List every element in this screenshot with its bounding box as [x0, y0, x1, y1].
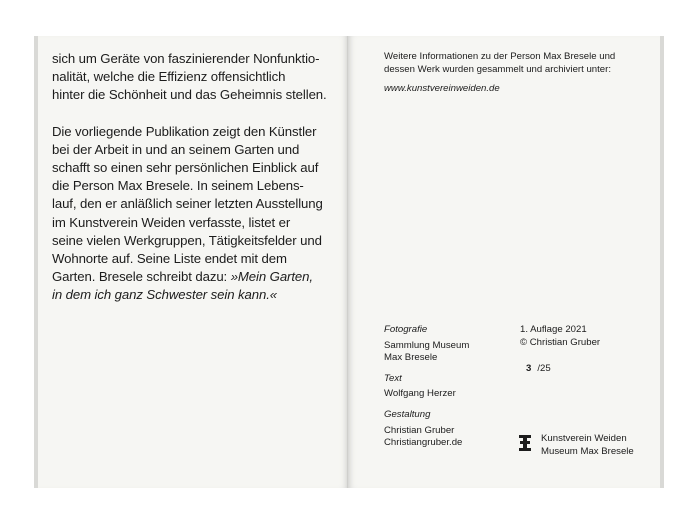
paragraph-1	[52, 50, 344, 105]
edition-line: 1. Auflage 2021	[520, 324, 587, 335]
text-line: bei der Arbeit in und an seinem Garten und	[52, 141, 300, 157]
copy-total: /25	[537, 363, 551, 374]
right-page	[348, 36, 664, 488]
copy-numbering	[526, 363, 551, 374]
page-edge-right	[660, 36, 664, 488]
institution-name: Museum Max Bresele	[541, 445, 634, 457]
photo-credit: Sammlung Museum	[384, 339, 470, 351]
paragraph-2	[52, 123, 344, 305]
copy-number: 3	[526, 363, 532, 374]
quote-end: in dem ich ganz Schwester sein kann.«	[52, 287, 278, 303]
text-segment: Garten. Bresele schreibt dazu:	[52, 269, 231, 285]
website-link[interactable]: www.kunstvereinweiden.de	[384, 83, 500, 94]
info-line: dessen Werk wurden gesammelt und archiviert unter:	[384, 63, 611, 75]
design-credit: Christian Gruber	[384, 424, 455, 436]
design-label: Gestaltung	[384, 408, 431, 420]
design-credit: Christiangruber.de	[384, 437, 463, 449]
edition-info	[520, 324, 600, 349]
book-spread	[34, 36, 664, 488]
kunstverein-logo-icon	[518, 434, 532, 452]
text-line: hinter die Schönheit und das Geheimnis stellen.	[52, 87, 327, 103]
text-line: seine vielen Werkgruppen, Tätigkeitsfelder und	[52, 232, 322, 248]
text-line: sich um Geräte von faszinierender Nonfunktio-	[52, 51, 320, 66]
left-page	[34, 36, 348, 488]
colophon	[384, 324, 514, 450]
text-line: Wohnorte auf. Seine Liste endet mit dem	[52, 251, 287, 267]
photo-credit: Max Bresele	[384, 352, 438, 364]
page-edge-left	[34, 36, 38, 488]
text-label: Text	[384, 372, 402, 384]
text-line-with-quote	[52, 268, 344, 286]
copyright-line: © Christian Gruber	[520, 336, 601, 348]
photo-label: Fotografie	[384, 324, 428, 335]
text-line: nalität, welche die Effizienz offensichtlich	[52, 69, 286, 85]
archive-info	[384, 51, 654, 76]
text-line: im Kunstverein Weiden verfasste, listet er	[52, 214, 291, 230]
text-line: lauf, den er anläßlich seiner letzten Ausstellung	[52, 196, 323, 212]
institution-name: Kunstverein Weiden	[541, 433, 627, 444]
info-line: Weitere Informationen zu der Person Max Bresele und	[384, 51, 616, 62]
text-line: die Person Max Bresele. In seinem Lebens-	[52, 178, 304, 194]
quote-start: »Mein Garten,	[230, 269, 313, 285]
text-line: Die vorliegende Publikation zeigt den Künstler	[52, 123, 317, 139]
institution-names	[541, 433, 634, 458]
body-text	[52, 50, 344, 323]
text-credit: Wolfgang Herzer	[384, 388, 456, 400]
text-line: schafft so einen sehr persönlichen Einblick auf	[52, 160, 319, 176]
